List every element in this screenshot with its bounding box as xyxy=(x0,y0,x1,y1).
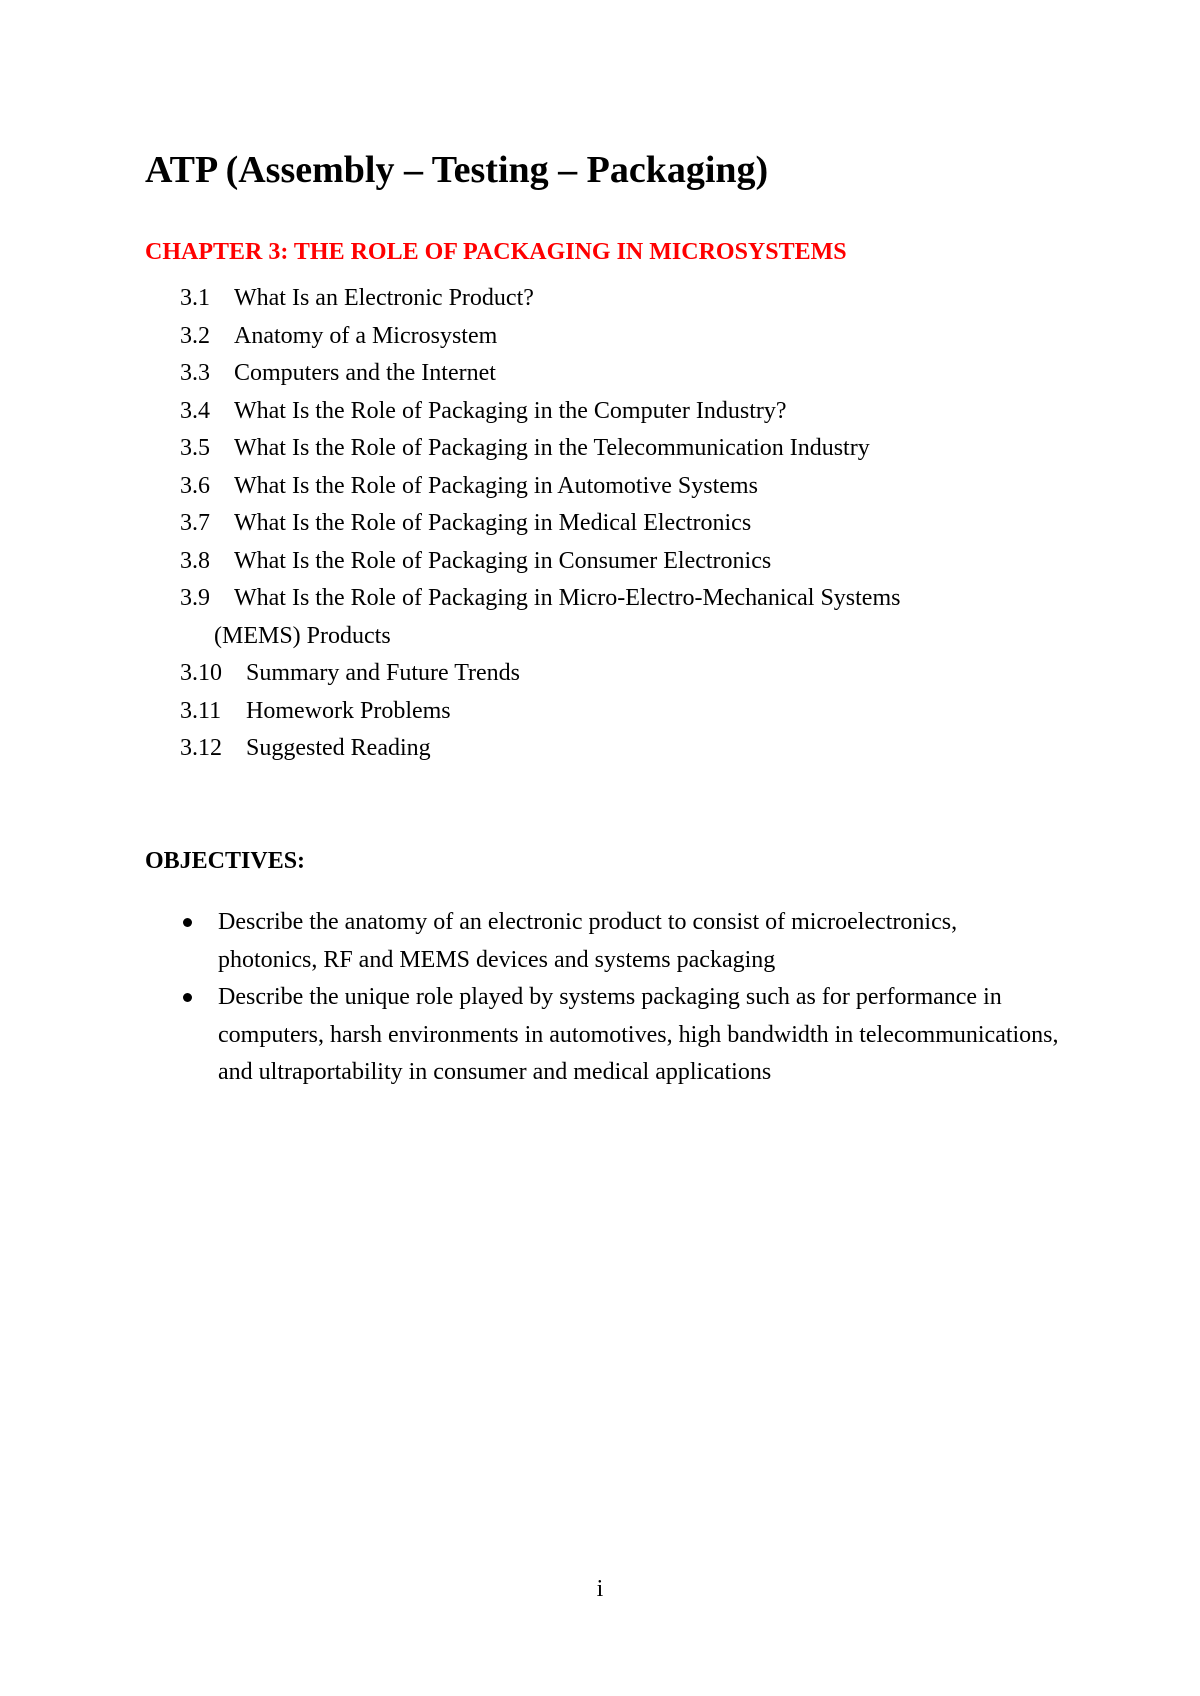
objective-item xyxy=(180,979,1060,1092)
toc-item xyxy=(180,393,900,431)
toc-item xyxy=(180,355,900,393)
objective-text: Describe the unique role played by systems packaging such as for performance in computers, harsh environments in automotives, high bandwidth in telecommunications, and ultraportability in consumer and medical applications xyxy=(218,984,1059,1085)
toc-item xyxy=(180,730,900,768)
toc-item-text: What Is the Role of Packaging in Automotive Systems xyxy=(234,472,758,499)
toc-item-text: Computers and the Internet xyxy=(234,360,496,386)
toc-item xyxy=(180,430,900,468)
toc-item-text: What Is the Role of Packaging in the Telecommunication Industry xyxy=(234,435,870,461)
toc-item-continuation: (MEMS) Products xyxy=(214,622,391,649)
toc-item-text: What Is the Role of Packaging in the Computer Industry? xyxy=(234,397,787,424)
toc-item-text: Summary and Future Trends xyxy=(246,660,521,686)
document-title: ATP (Assembly – Testing – Packaging) xyxy=(145,149,769,191)
toc-item xyxy=(180,318,900,356)
table-of-contents xyxy=(180,280,900,768)
toc-item-number: 3.9 xyxy=(180,585,210,611)
toc-item-text: What Is the Role of Packaging in Medical Electronics xyxy=(234,510,752,536)
toc-item-text: What Is the Role of Packaging in Consumer Electronics xyxy=(234,547,772,574)
toc-item-number: 3.10 xyxy=(180,660,222,686)
toc-item xyxy=(180,655,900,693)
toc-item xyxy=(180,693,900,731)
objective-text: Describe the anatomy of an electronic product to consist of microelectronics, photonics, RF and MEMS devices and systems packaging xyxy=(218,909,958,973)
objective-item xyxy=(180,904,1060,979)
toc-item xyxy=(180,468,900,506)
toc-item-number: 3.5 xyxy=(180,435,210,461)
page-number: i xyxy=(596,1576,604,1602)
bullet-icon xyxy=(183,918,192,927)
toc-item xyxy=(180,280,900,318)
toc-item-number: 3.6 xyxy=(180,472,210,499)
bullet-icon xyxy=(183,993,192,1002)
toc-item-number: 3.12 xyxy=(180,735,222,761)
objectives-list xyxy=(180,904,1060,1092)
toc-item-number: 3.1 xyxy=(180,285,210,311)
toc-item-number: 3.4 xyxy=(180,397,210,424)
toc-item-text: What Is an Electronic Product? xyxy=(234,285,534,311)
toc-item-number: 3.7 xyxy=(180,510,210,536)
toc-item-number: 3.2 xyxy=(180,322,210,349)
toc-item-text: Suggested Reading xyxy=(246,735,431,761)
toc-item xyxy=(180,580,900,655)
toc-item-number: 3.3 xyxy=(180,360,210,386)
toc-item-text: Anatomy of a Microsystem xyxy=(234,322,498,349)
toc-item xyxy=(180,505,900,543)
objectives-heading: OBJECTIVES: xyxy=(145,848,306,874)
toc-item-text: What Is the Role of Packaging in Micro-Electro-Mechanical Systems xyxy=(234,585,901,611)
toc-item-text: Homework Problems xyxy=(246,697,451,724)
toc-item-number: 3.11 xyxy=(180,697,222,724)
toc-item-number: 3.8 xyxy=(180,547,210,574)
toc-item xyxy=(180,543,900,581)
chapter-heading: CHAPTER 3: THE ROLE OF PACKAGING IN MICROSYSTEMS xyxy=(145,239,847,265)
